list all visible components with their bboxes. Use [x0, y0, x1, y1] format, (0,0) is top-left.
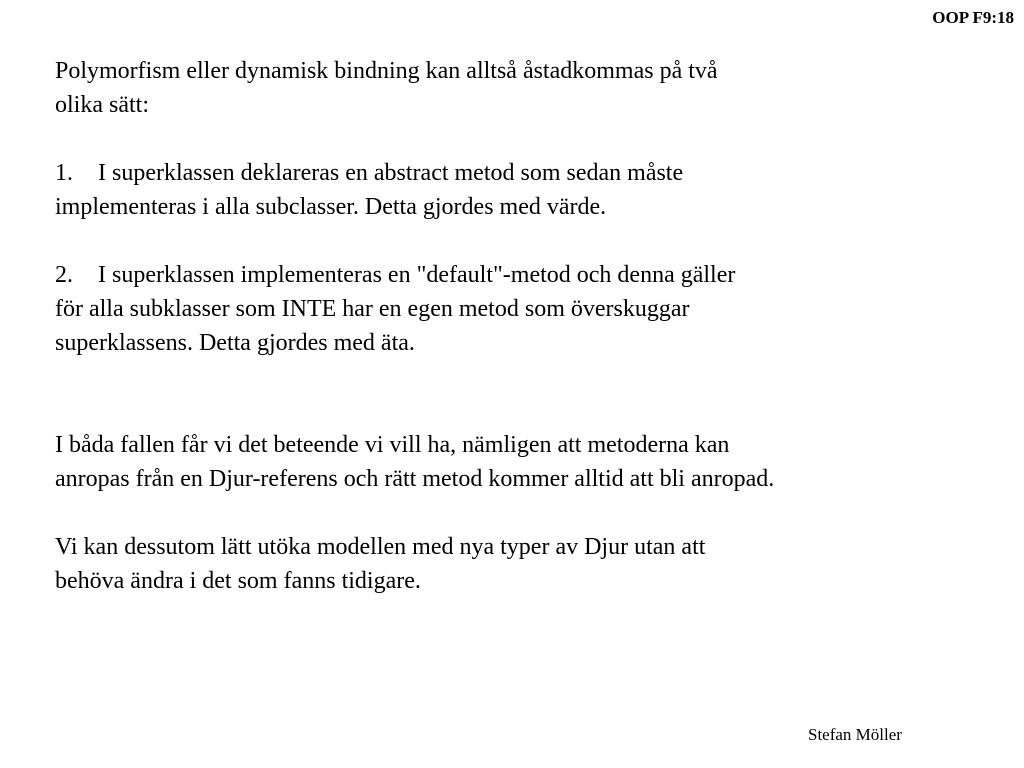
extension-line-2: behöva ändra i det som fanns tidigare. [55, 568, 421, 594]
list-item-2-line-3: superklassens. Detta gjordes med äta. [55, 330, 415, 356]
list-item-1-text: I superklassen deklareras en abstract metod som sedan måste [98, 160, 684, 186]
list-item-1-line-1 [55, 156, 935, 190]
slide-label: OOP F9:18 [932, 8, 1014, 27]
list-item-2-number: 2. [55, 262, 73, 288]
intro-line-1: Polymorfism eller dynamisk bindning kan alltså åstadkommas på två [55, 58, 718, 84]
slide-content [55, 54, 935, 598]
spacer [55, 122, 935, 156]
conclusion-line-2: anropas från en Djur-referens och rätt metod kommer alltid att bli anropad. [55, 466, 775, 492]
list-item-1-number: 1. [55, 160, 73, 186]
list-item-2-line-1 [55, 258, 935, 292]
spacer [55, 224, 935, 258]
conclusion-line-1: I båda fallen får vi det beteende vi vill ha, nämligen att metoderna kan [55, 432, 730, 458]
author-name: Stefan Möller [808, 725, 902, 744]
spacer [55, 360, 935, 428]
list-item-2-line-2: för alla subklasser som INTE har en egen metod som överskuggar [55, 296, 690, 322]
list-item-2-text: I superklassen implementeras en "default"-metod och denna gäller [98, 262, 736, 288]
extension-line-1: Vi kan dessutom lätt utöka modellen med nya typer av Djur utan att [55, 534, 706, 560]
spacer [55, 496, 935, 530]
intro-line-2: olika sätt: [55, 92, 149, 118]
list-item-1-line-2: implementeras i alla subclasser. Detta gjordes med värde. [55, 194, 607, 220]
